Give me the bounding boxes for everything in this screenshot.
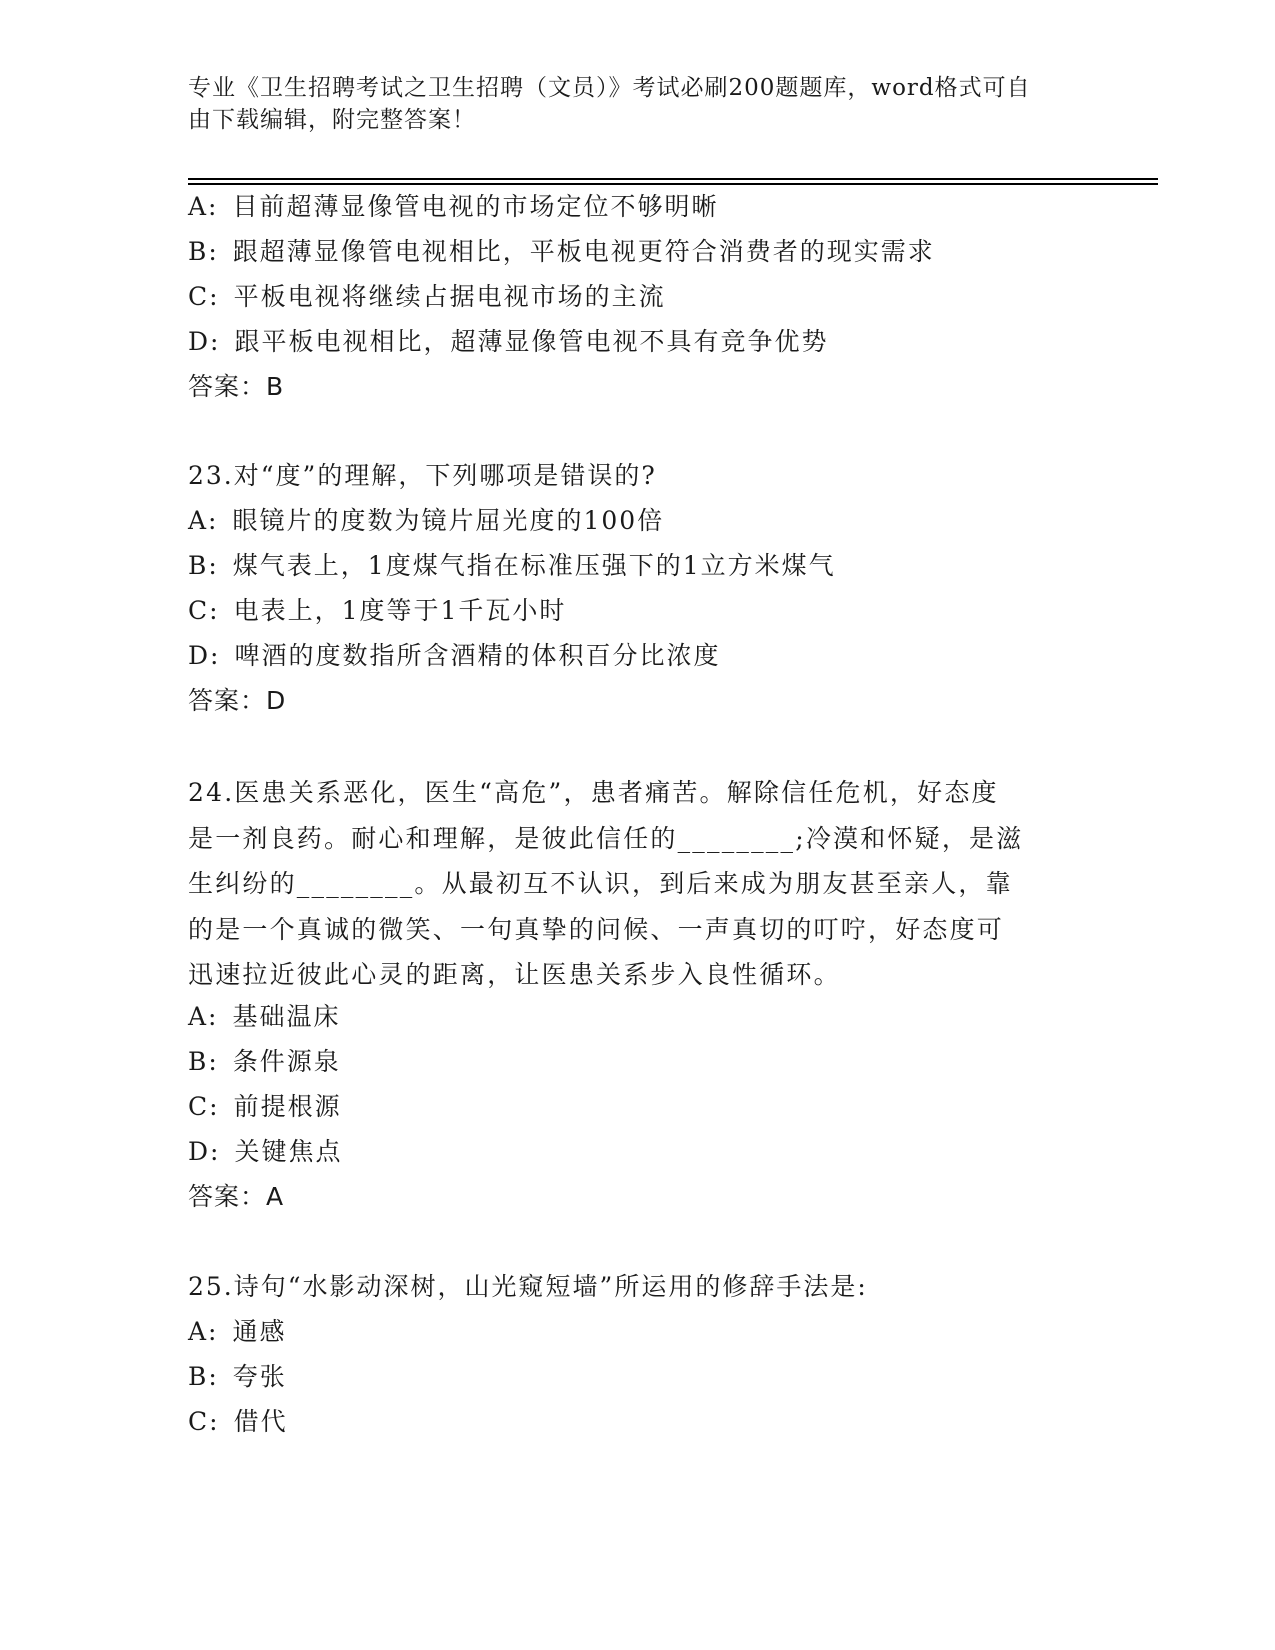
header-divider-bottom [188, 183, 1158, 185]
q25-option-a [188, 1315, 287, 1349]
q23-option-b [188, 549, 836, 583]
q23-option-c [188, 594, 566, 628]
option-text: 啤酒的度数指所含酒精的体积百分比浓度 [234, 641, 721, 670]
option-text: 基础温床 [232, 1002, 341, 1031]
header-line-1: 专业《卫生招聘考试之卫生招聘（文员）》考试必刷200题题库，word格式可自 [188, 75, 1031, 101]
q24-option-d [188, 1135, 342, 1169]
option-text: 电表上，1度等于1千瓦小时 [233, 596, 567, 625]
option-text: 平板电视将继续占据电视市场的主流 [233, 282, 666, 311]
option-letter: B: [188, 237, 219, 266]
option-letter: C: [188, 1407, 220, 1436]
option-letter: D: [188, 327, 221, 356]
q23-option-a [188, 504, 664, 538]
option-text: 煤气表上，1度煤气指在标准压强下的1立方米煤气 [232, 551, 836, 580]
q24-option-c [188, 1090, 342, 1124]
option-letter: A: [188, 506, 219, 535]
q24-option-a [188, 1000, 341, 1034]
q23-option-d [188, 639, 720, 673]
q23-answer: 答案：D [188, 686, 287, 715]
option-letter: A: [188, 192, 219, 221]
q24-option-b [188, 1045, 341, 1079]
option-text: 通感 [232, 1317, 287, 1346]
option-letter: B: [188, 551, 219, 580]
option-letter: A: [188, 1317, 219, 1346]
option-text: 跟超薄显像管电视相比，平板电视更符合消费者的现实需求 [232, 237, 935, 266]
option-text: 目前超薄显像管电视的市场定位不够明晰 [232, 192, 719, 221]
q23-question: 23.对“度”的理解，下列哪项是错误的? [188, 461, 657, 490]
option-letter: B: [188, 1047, 219, 1076]
option-text: 关键焦点 [234, 1137, 343, 1166]
q24-answer: 答案：A [188, 1182, 285, 1211]
q24-question-line-3: 生纠纷的________。从最初互不认识，到后来成为朋友甚至亲人，靠 [188, 869, 1013, 898]
q25-option-c [188, 1405, 288, 1439]
option-letter: C: [188, 596, 220, 625]
q24-question-line-4: 的是一个真诚的微笑、一句真挚的问候、一声真切的叮咛，好态度可 [188, 914, 1005, 944]
q24-question-line-5: 迅速拉近彼此心灵的距离，让医患关系步入良性循环。 [188, 960, 841, 989]
q25-option-b [188, 1360, 287, 1394]
option-text: 借代 [233, 1407, 288, 1436]
q25-question: 25.诗句“水影动深树，山光窥短墙”所运用的修辞手法是: [188, 1272, 868, 1301]
option-text: 眼镜片的度数为镜片屈光度的100倍 [232, 506, 665, 535]
q22-option-c [188, 280, 666, 314]
option-letter: D: [188, 641, 221, 670]
q24-question [188, 770, 1078, 998]
q24-question-line-2: 是一剂良药。耐心和理解，是彼此信任的________;冷漠和怀疑，是滋 [188, 823, 1024, 853]
q22-answer: 答案：B [188, 372, 285, 401]
q22-option-a [188, 190, 719, 224]
header-line-2: 由下载编辑，附完整答案！ [188, 107, 476, 133]
option-letter: A: [188, 1002, 219, 1031]
q22-option-d [188, 325, 828, 359]
option-text: 前提根源 [233, 1092, 342, 1121]
option-letter: C: [188, 282, 220, 311]
document-header [188, 72, 1068, 136]
option-text: 条件源泉 [232, 1047, 341, 1076]
option-text: 夸张 [232, 1362, 287, 1391]
q24-question-line-1: 24.医患关系恶化，医生“高危”，患者痛苦。解除信任危机，好态度 [188, 778, 999, 807]
header-divider-top [188, 178, 1158, 180]
option-letter: D: [188, 1137, 221, 1166]
q22-option-b [188, 235, 935, 269]
option-letter: C: [188, 1092, 220, 1121]
option-letter: B: [188, 1362, 219, 1391]
option-text: 跟平板电视相比，超薄显像管电视不具有竞争优势 [234, 327, 829, 356]
